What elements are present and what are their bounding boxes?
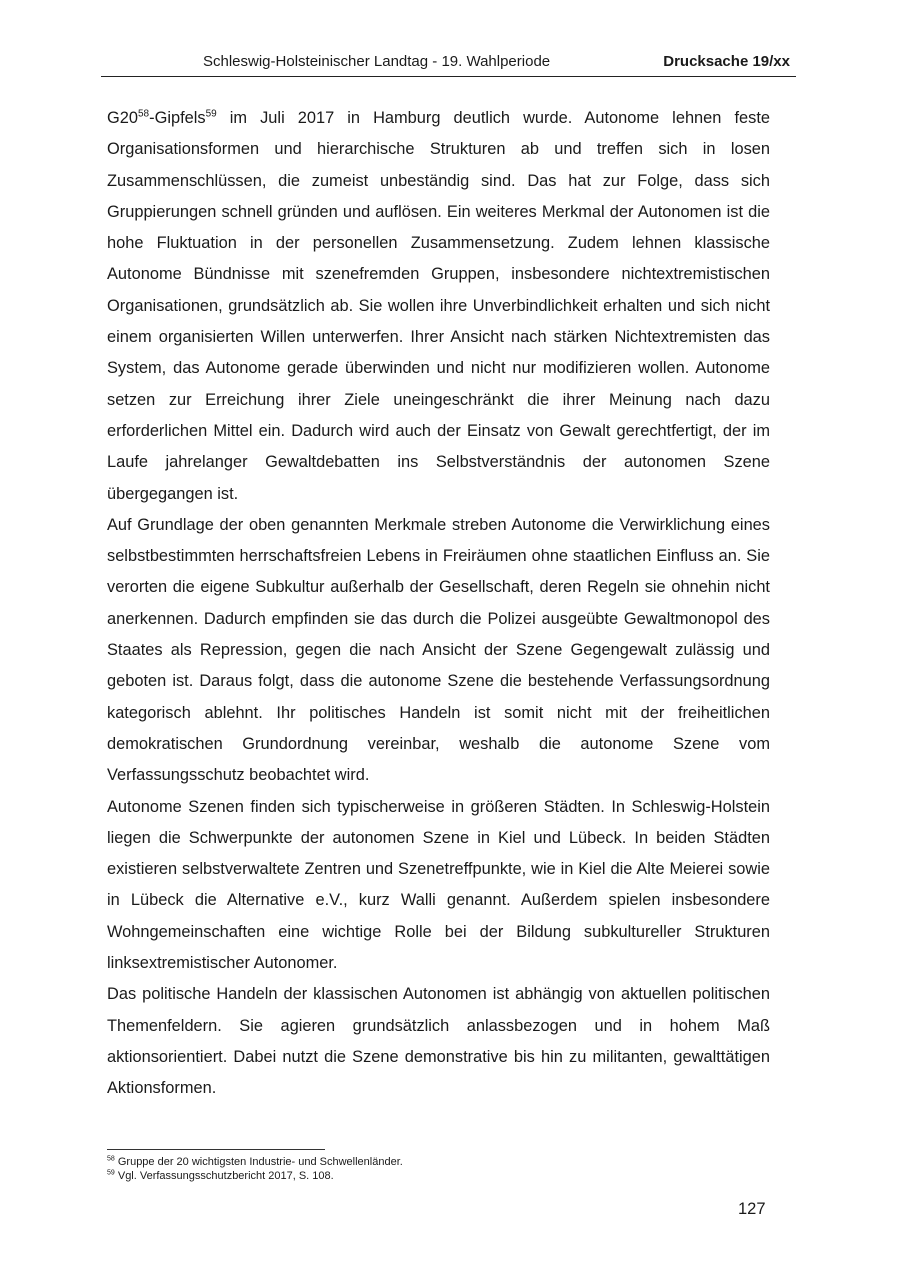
- footnote-ref-59[interactable]: 59: [205, 108, 217, 120]
- document-number: Drucksache 19/xx: [663, 53, 790, 70]
- paragraph-3: Autonome Szenen finden sich typischerweise in größeren Städten. In Schleswig-Holstein liegen die Schwerpunkte der autonomen Szene in Kiel und Lübeck. In beiden Städten existieren selbstverwaltete Zentren und Szenetreffpunkte, wie in Kiel die Alte Meierei sowie in Lübeck die Alternative e.V., kurz Walli genannt. Außerdem spielen insbesondere Wohngemeinschaften eine wichtige Rolle bei der Bildung subkultureller Strukturen linksextremistischer Autonomer.: [107, 797, 770, 973]
- footnote-number: 58: [107, 1155, 115, 1163]
- paragraph-1: [107, 103, 770, 510]
- footnote-text: Vgl. Verfassungsschutzbericht 2017, S. 108.: [114, 1170, 334, 1182]
- footnote-59: [107, 1169, 403, 1183]
- footnote-ref-58[interactable]: 58: [137, 108, 150, 120]
- paragraph-2: Auf Grundlage der oben genannten Merkmale streben Autonome die Verwirklichung eines selbstbestimmten herrschaftsfreien Lebens in Freiräumen ohne staatlichen Einfluss an. Sie verorten die eigene Subkultur außerhalb der Gesellschaft, deren Regeln sie ohnehin nicht anerkennen. Dadurch empfinden sie das durch die Polizei ausgeübte Gewaltmonopol des Staates als Repression, gegen die nach Ansicht der Szene Gegengewalt zulässig und geboten ist. Daraus folgt, dass die autonome Szene die bestehende Verfassungsordnung kategorisch ablehnt. Ihr politisches Handeln ist somit nicht mit der freiheitlichen demokratischen Grundordnung vereinbar, weshalb die autonome Szene vom Verfassungsschutz beobachtet wird.: [107, 515, 770, 785]
- footnote-number: 59: [107, 1169, 115, 1177]
- paragraph-1-rest: im Juli 2017 in Hamburg deutlich wurde. Autonome lehnen feste Organisationsformen und hierarchische Strukturen ab und treffen sich in losen Zusammenschlüssen, die zumeist unbeständig sind. Das hat zur Folge, dass sich Gruppierungen schnell gründen und auflösen. Ein weiteres Merkmal der Autonomen ist die hohe Fluktuation in der personellen Zusammensetzung. Zudem lehnen klassische Autonome Bündnisse mit szenefremden Gruppen, insbesondere nichtextremistischen Organisationen, grundsätzlich ab. Sie wollen ihre Unverbindlichkeit erhalten und sich nicht einem organisierten Willen unterwerfen. Ihrer Ansicht nach stärken Nichtextremisten das System, das Autonome gerade überwinden und nicht nur modifizieren wollen. Autonome setzen zur Erreichung ihrer Ziele uneingeschränkt die ihrer Meinung nach dazu erforderlichen Mittel ein. Dadurch wird auch der Einsatz von Gewalt gerechtfertigt, der im Laufe jahrelanger Gewaltdebatten ins Selbstverständnis der autonomen Szene übergegangen ist.: [107, 109, 770, 503]
- footnote-58: [107, 1155, 403, 1169]
- header-title: Schleswig-Holsteinischer Landtag - 19. Wahlperiode: [203, 53, 551, 70]
- paragraph-1-start: G20: [107, 109, 138, 127]
- paragraph-4: Das politische Handeln der klassischen Autonomen ist abhängig von aktuellen politischen Themenfeldern. Sie agieren grundsätzlich anlassbezogen und in hohem Maß aktionsorientiert. Dabei nutzt die Szene demonstrative bis hin zu militanten, gewalttätigen Aktionsformen.: [107, 985, 770, 1098]
- paragraph-1-mid: -Gipfels: [149, 109, 206, 127]
- footnote-divider: [107, 1149, 325, 1150]
- footnote-text: Gruppe der 20 wichtigsten Industrie- und Schwellenländer.: [114, 1156, 403, 1168]
- page-header: [101, 52, 796, 77]
- footnotes: [107, 1155, 403, 1183]
- body-text: [107, 103, 770, 1105]
- page-number: 127: [738, 1200, 766, 1218]
